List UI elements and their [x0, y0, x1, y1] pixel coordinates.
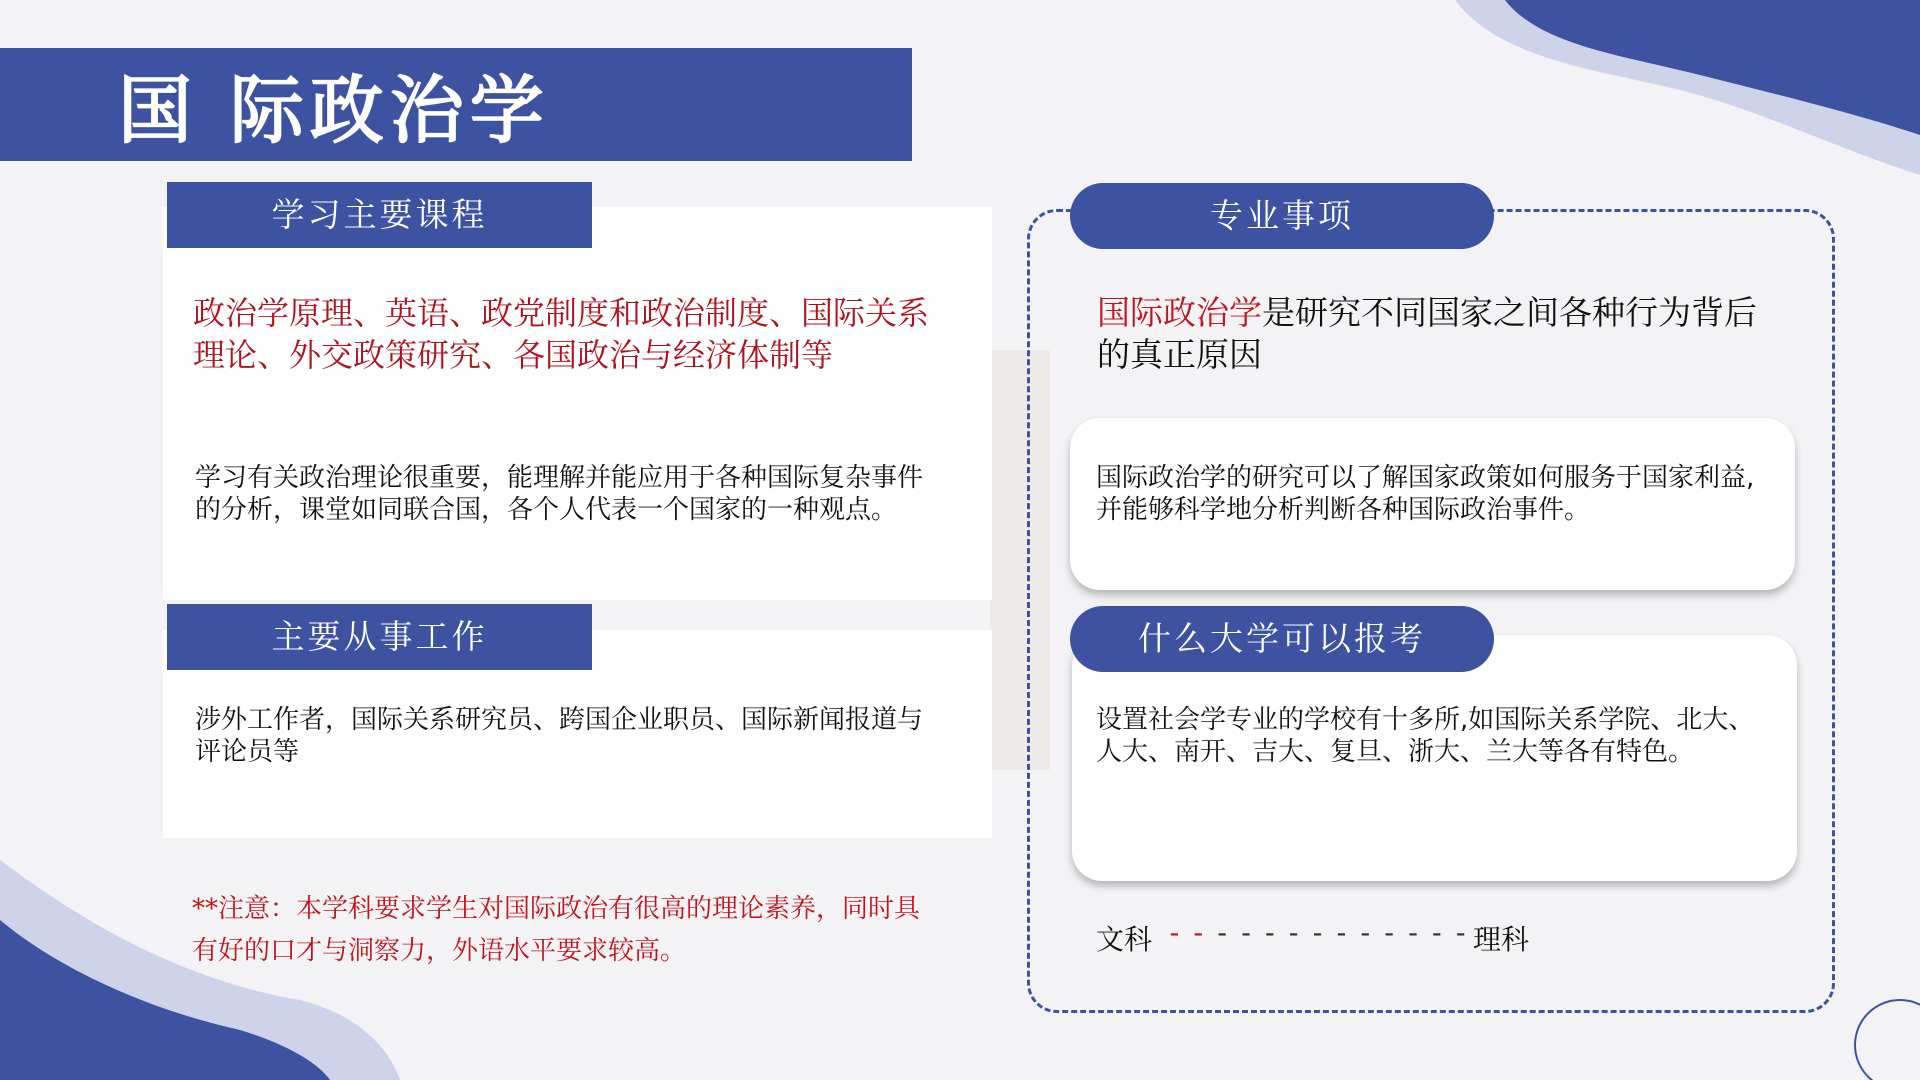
courses-panel — [163, 207, 992, 600]
bottom-right-circle — [1855, 1000, 1920, 1080]
major-intro-text: 是研究不同国家之间各种行为背后的真正原因 — [1097, 293, 1757, 374]
scale-accent-dashes: -- — [1166, 916, 1214, 949]
research-text: 国际政治学的研究可以了解国家政策如何服务于国家利益,并能够科学地分析判断各种国际政治事件。 — [1096, 463, 1755, 525]
major-intro-highlight: 国际政治学 — [1097, 293, 1262, 332]
universities-tab: 什么大学可以报考 — [1070, 606, 1494, 672]
courses-tab: 学习主要课程 — [167, 182, 592, 248]
major-tab: 专业事项 — [1070, 183, 1494, 249]
jobs-description: 涉外工作者，国际关系研究员、跨国企业职员、国际新闻报道与评论员等 — [195, 705, 924, 767]
courses-list: 政治学原理、英语、政党制度和政治制度、国际关系理论、外交政策研究、各国政治与经济体制等 — [193, 294, 930, 374]
scale-left-label: 文科 — [1096, 923, 1153, 956]
courses-description: 学习有关政治理论很重要，能理解并能应用于各种国际复杂事件的分析，课堂如同联合国，各个人代表一个国家的一种观点。 — [195, 463, 924, 525]
scale-line — [1166, 916, 1476, 949]
scale-right-label: 理科 — [1473, 923, 1530, 956]
attention-note: **注意：本学科要求学生对国际政治有很高的理论素养，同时具有好的口才与洞察力，外语水平要求较高。 — [192, 894, 921, 966]
page-title: 国 际政治学 — [118, 68, 550, 154]
universities-text: 设置社会学专业的学校有十多所,如国际关系学院、北大、人大、南开、吉大、复旦、浙大、兰大等各有特色。 — [1096, 705, 1755, 767]
jobs-tab: 主要从事工作 — [167, 604, 592, 670]
major-intro — [1097, 292, 1757, 376]
top-right-blue-wave — [1505, 0, 1920, 135]
scale-dashes: ----------- — [1213, 916, 1477, 949]
